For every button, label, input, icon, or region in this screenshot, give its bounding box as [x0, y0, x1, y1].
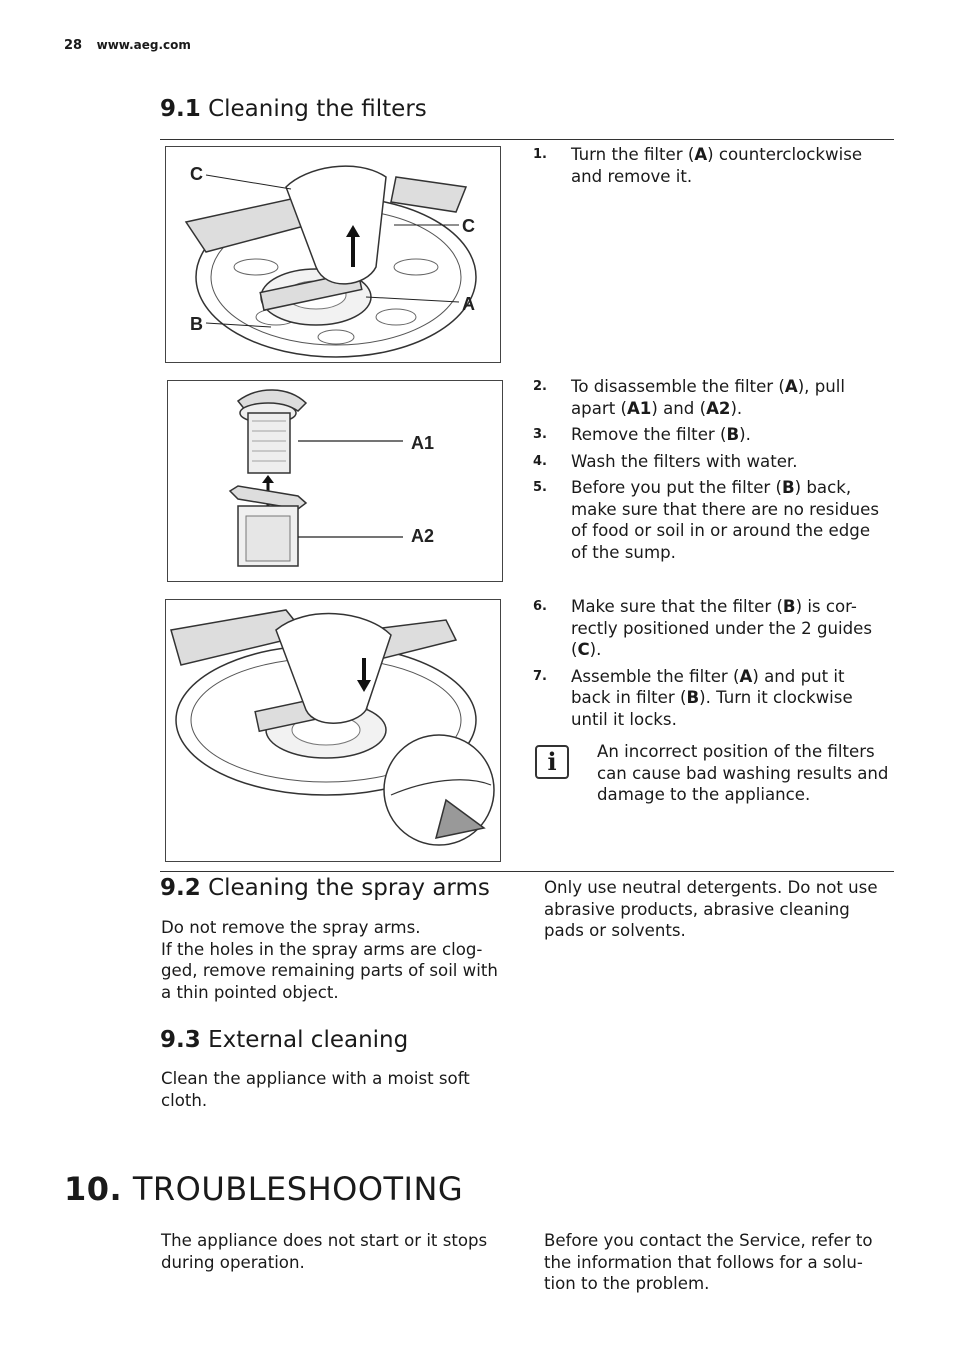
- step-number: 4.: [533, 453, 547, 469]
- page-header: [64, 38, 191, 53]
- step-item: [533, 477, 889, 563]
- step-text: ).: [739, 425, 751, 444]
- step-item: [533, 424, 889, 446]
- step-text: ) is cor-rectly positioned under the 2 guides (: [571, 597, 873, 659]
- step-item: [533, 144, 885, 187]
- step-text: ) counterclockwise and remove it.: [571, 145, 863, 186]
- section-9-3-body: Clean the appliance with a moist soft cloth.: [161, 1069, 470, 1110]
- steps-group-1: [533, 144, 885, 192]
- figure-label-b: B: [190, 314, 203, 334]
- chapter-10-right-text: Before you contact the Service, refer to the information that follows for a solu-tion to the problem.: [544, 1231, 873, 1293]
- step-number: 1.: [533, 147, 547, 162]
- part-reference: C: [577, 640, 590, 659]
- part-reference: A: [784, 377, 798, 396]
- section-9-2-right-text: Only use neutral detergents. Do not use abrasive products, abrasive cleaning pads or solvents.: [544, 878, 878, 940]
- part-reference: B: [726, 425, 740, 444]
- figure-label-c-right: C: [462, 216, 475, 236]
- part-reference: A1: [626, 398, 652, 418]
- step-text: Make sure that the filter (: [571, 597, 783, 616]
- step-number: 3.: [533, 427, 547, 442]
- part-reference: B: [781, 478, 795, 497]
- step-text: ) back, make sure that there are no residues of food or soil in or around the edge of the sump.: [571, 478, 879, 562]
- figure-label-c-top: C: [190, 164, 203, 184]
- step-text: ).: [730, 398, 743, 418]
- step-text: ), pull apart (: [571, 377, 845, 418]
- step-text: Before you put the filter (: [571, 478, 782, 497]
- chapter-10-heading: 10. TROUBLESHOOTING: [64, 1170, 464, 1208]
- step-item: [533, 596, 889, 661]
- section-9-2-heading: 9.2 Cleaning the spray arms: [160, 875, 490, 901]
- chapter-10-left-text: The appliance does not start or it stops during operation.: [161, 1231, 488, 1272]
- section-divider: [160, 139, 894, 140]
- figure-label-a2: A2: [411, 526, 435, 546]
- figure-filter-disassembly: [167, 380, 503, 582]
- filter-disassembly-illustration: [168, 381, 502, 581]
- part-reference: B: [782, 597, 796, 616]
- step-number: 2.: [533, 379, 547, 394]
- step-number: 7.: [533, 668, 547, 684]
- figure-label-a: A: [462, 294, 475, 314]
- section-9-2-body: Do not remove the spray arms. If the holes in the spray arms are clog-ged, remove remaining parts of soil with a thin pointed object.: [161, 918, 498, 1002]
- part-reference: A: [694, 145, 708, 164]
- section-9-1-heading: 9.1 Cleaning the filters: [160, 96, 427, 122]
- section-divider: [160, 871, 894, 872]
- step-text: Turn the filter (: [571, 145, 695, 164]
- step-text: Assemble the filter (: [571, 666, 740, 686]
- step-text: Wash the filters with water.: [571, 451, 798, 471]
- part-reference: B: [686, 688, 700, 707]
- figure-filter-assembly: [165, 599, 501, 862]
- step-text: ).: [589, 640, 602, 659]
- step-item: [533, 451, 889, 473]
- step-item: [533, 666, 889, 731]
- page-number: 28: [64, 38, 83, 53]
- info-note: An incorrect position of the filters can cause bad washing results and damage to the appliance.: [597, 742, 889, 804]
- site-url: www.aeg.com: [96, 38, 191, 52]
- step-text: To disassemble the filter (: [571, 377, 785, 396]
- figure-filter-removal: [165, 146, 501, 363]
- step-text: ) and (: [651, 398, 707, 418]
- step-text: Remove the filter (: [571, 425, 727, 444]
- step-item: [533, 376, 889, 419]
- section-9-3-heading: 9.3 External cleaning: [160, 1027, 409, 1053]
- step-text: ). Turn it clockwise until it locks.: [571, 688, 853, 729]
- step-text: ) and put it back in filter (: [571, 666, 845, 707]
- part-reference: A2: [706, 398, 731, 418]
- steps-group-3: [533, 596, 889, 735]
- filter-assembly-illustration: [166, 600, 500, 861]
- step-number: 5.: [533, 480, 547, 495]
- info-icon: i: [535, 745, 569, 779]
- figure-label-a1: A1: [411, 433, 435, 453]
- steps-group-2: [533, 376, 889, 568]
- filter-removal-illustration: [166, 147, 500, 362]
- part-reference: A: [739, 666, 753, 686]
- step-number: 6.: [533, 599, 547, 614]
